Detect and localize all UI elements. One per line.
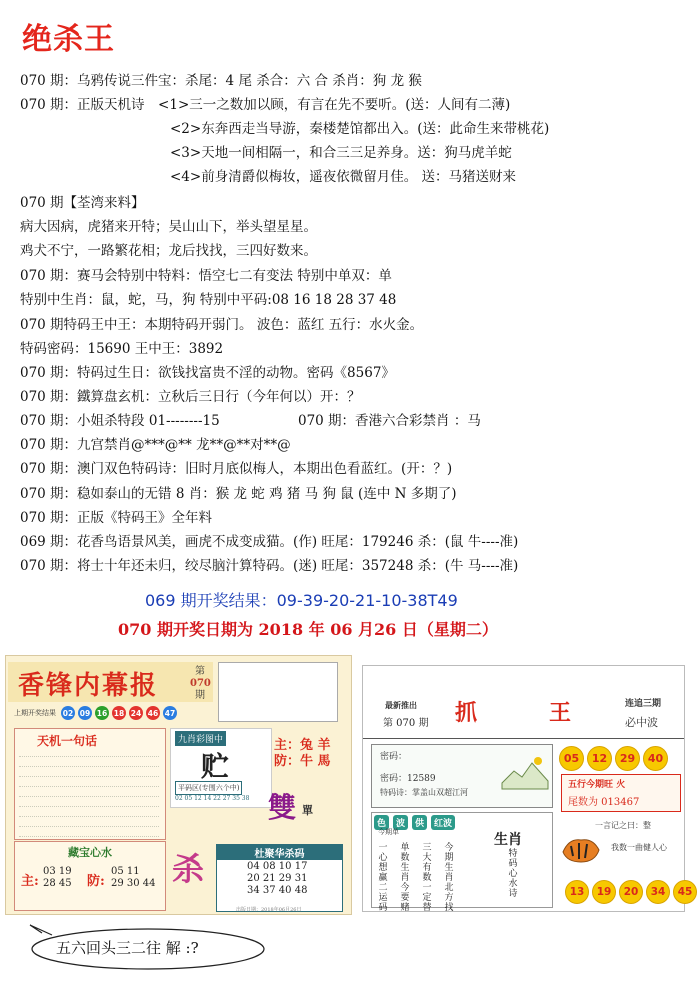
guard-numbers: [111, 866, 156, 890]
zhua-char: 抓: [455, 700, 478, 726]
wuxing-box: [561, 774, 681, 812]
right-poster: [362, 665, 693, 913]
top-ball: 29: [615, 746, 640, 771]
guard-numbers-row: 29 30 44: [111, 878, 156, 889]
line-1: 070 期：乌鸦传说三件宝：杀尾：4 尾 杀合：六 合 杀肖：狗 龙 猴: [20, 73, 422, 89]
bottom-ball: 20: [619, 880, 643, 904]
guard-line: 防：牛 馬: [274, 754, 331, 769]
page-title: 绝杀王: [22, 22, 115, 57]
zone-numbers: 02 05 12 14 22 27 35 38: [175, 795, 250, 802]
line-5: <4>前身清爵似梅妆，遥夜依微留月佳。 送：马猪送财来: [170, 169, 517, 185]
line-9: 070 期：赛马会特别中特料：悟空七二有变法 特别中单双：单: [20, 268, 392, 284]
result-ball: 24: [129, 706, 143, 720]
mi-label: 密码：: [380, 752, 408, 762]
result-ball: 46: [146, 706, 160, 720]
line-12: 特码密码：15690 王中王：3892: [20, 341, 224, 357]
line-21: 069 期：花香鸟语景风美，画虎不成变成猫。(作) 旺尾：179246 杀：(鼠 牛----准): [20, 534, 519, 550]
wang-char: 王: [549, 700, 572, 726]
main-numbers-row: 03 19: [43, 866, 72, 877]
result-ball: 18: [112, 706, 126, 720]
tail-label: 尾数为 013467: [568, 797, 640, 808]
poem-panel: [371, 812, 553, 913]
zodiac-panel: [170, 728, 272, 808]
line-7: 病大因病，虎猪来开特；吴山山下，举头望星星。: [20, 219, 317, 235]
draw-result: 069 期开奖结果：09-39-20-21-10-38T49: [145, 591, 458, 610]
tianji-title: 天机一句话: [37, 734, 98, 748]
line-2: 070 期：正版天机诗 <1>三一之数加以顾，有言在先不要听。(送：人间有二薄): [20, 97, 511, 113]
lian-label: 连追三期: [625, 699, 662, 709]
tiger-icon: [559, 832, 603, 868]
line-6: 070 期【荃湾来料】: [20, 195, 145, 211]
shengxiao-label: 生肖: [494, 832, 522, 848]
line-14: 070 期：鐵算盘玄机：立秋后三日行（今年何以）开：？: [20, 389, 361, 405]
du-kill-row: 34 37 40 48: [247, 885, 308, 896]
top-ball: 40: [643, 746, 668, 771]
color-tag: 红波: [431, 815, 455, 830]
wuxing-label: 五行今期旺 火: [568, 780, 626, 790]
result-ball: 02: [61, 706, 75, 720]
top-ball: 05: [559, 746, 584, 771]
right-period: 第 070 期: [383, 718, 429, 729]
color-tag: 色: [374, 815, 389, 830]
du-kill-row: 20 21 29 31: [247, 873, 308, 884]
top-ball: 12: [587, 746, 612, 771]
left-poster-footer: 出版日期：2018年06月26日: [236, 907, 302, 913]
left-poster-period: [190, 666, 210, 702]
top-balls: [559, 746, 668, 771]
guard-numbers-row: 05 11: [111, 866, 140, 877]
line-16: 070 期：香港六合彩禁肖 ：马: [298, 413, 481, 429]
color-tag: 波: [393, 815, 408, 830]
last-result-label: 上期开奖结果: [14, 709, 56, 717]
speech-bubble: [28, 925, 268, 971]
left-poster: [5, 655, 352, 915]
bottom-ball: 45: [673, 880, 697, 904]
main-line: 主：兔 羊: [274, 738, 331, 753]
du-kill-row: 04 08 10 17: [247, 861, 308, 872]
result-ball: 47: [163, 706, 177, 720]
right-poster-header: [363, 666, 684, 739]
mi-code: 密码：12589: [380, 774, 436, 784]
poem-col: 今期生肖北方找: [444, 843, 454, 913]
poem-col: 单数生肖今要赌: [400, 843, 410, 913]
jinzhi-label: 今期单: [378, 828, 399, 836]
left-poster-title: 香锋内幕报: [18, 671, 159, 701]
line-20: 070 期：正版《特码王》全年料: [20, 510, 213, 526]
shuang-char: 雙: [268, 791, 297, 824]
main-numbers-row: 28 45: [43, 878, 72, 889]
zone-label: 平码区(专围六个中): [175, 781, 242, 795]
line-8: 鸡犬不宁，一路繁花相；龙后找找，三四好数来。: [20, 243, 317, 259]
bottom-ball: 19: [592, 880, 616, 904]
zodiac-char: 贮: [201, 750, 230, 783]
blank-panel: [218, 662, 338, 722]
draw-date: 070 期开奖日期为 2018 年 06 月26 日（星期二）: [118, 620, 498, 639]
poem-col: 一心想赢二运码: [378, 843, 388, 913]
left-poster-header: [8, 662, 213, 702]
line-17: 070 期：九宫禁肖@***@** 龙**@**对**@: [20, 437, 291, 453]
line-11: 070 期特码王中王：本期特码开弱门。 波色：蓝红 五行：水火金。: [20, 317, 424, 333]
line-19: 070 期：稳如泰山的无错 8 肖：猴 龙 蛇 鸡 猪 马 狗 鼠 (连中 N 多期了): [20, 486, 457, 502]
color-tag: 供: [412, 815, 427, 830]
sha-char: 杀: [172, 850, 205, 888]
saying-line: 一言记之曰：整: [595, 821, 651, 830]
bz-label: 必中波: [625, 716, 658, 729]
tianji-rows: [19, 749, 159, 849]
period-prefix: 第: [195, 666, 205, 677]
main-label: 主:: [21, 874, 39, 889]
line-13: 070 期：特码过生日：欲钱找富贵不淫的动物。密码《8567》: [20, 365, 395, 381]
code-panel: [371, 744, 553, 808]
line-22: 070 期：将士十年还未归，绞尽脑汁算特码。(迷) 旺尾：357248 杀：(牛 马----准): [20, 558, 519, 574]
line-18: 070 期：澳门双色特码诗：旧时月底似梅人，本期出色看蓝红。(开：？): [20, 461, 453, 477]
saying-line-2: 我数一曲健人心: [611, 843, 667, 852]
new-label: 最新推出: [385, 700, 417, 710]
period-number: 070: [190, 678, 211, 689]
line-3: <2>东奔西走当导游，秦楼楚馆都出入。(送：此命生来带桃花): [170, 121, 550, 137]
last-result-balls: [14, 706, 177, 720]
dan-char: 單: [302, 804, 313, 817]
line-4: <3>天地一间相隔一，和合三三足养身。送：狗马虎羊蛇: [170, 145, 512, 161]
guard-label: 防:: [87, 874, 105, 889]
line-10: 特别中生肖：鼠，蛇，马，狗 特别中平码:08 16 18 28 37 48: [20, 292, 397, 308]
du-kill-numbers: [247, 861, 307, 897]
bottom-ball: 13: [565, 880, 589, 904]
saying-panel: [559, 816, 679, 876]
bottom-balls: [565, 880, 697, 904]
du-kill-title: 杜聚华杀码: [217, 845, 342, 860]
bottom-ball: 34: [646, 880, 670, 904]
period-suffix: 期: [195, 690, 205, 701]
result-ball: 16: [95, 706, 109, 720]
landscape-icon: [502, 753, 548, 789]
poem-col: 三大有数一定替: [422, 843, 432, 913]
tianji-box: [14, 728, 166, 840]
treasure-title: 藏宝心水: [68, 846, 112, 859]
line-15: 070 期：小姐杀特段 01--------15: [20, 413, 220, 429]
zodiac-title: 九肖彩图中: [175, 731, 226, 746]
main-numbers: [43, 866, 72, 890]
tema-xinshui: 特码心水诗: [508, 849, 518, 899]
main-guard-block: [274, 738, 331, 770]
treasure-box: [14, 841, 166, 911]
poem-columns: [378, 843, 454, 913]
tema-poem: 特码诗：掌盖山双超江河: [380, 788, 468, 797]
result-ball: 09: [78, 706, 92, 720]
du-kill-box: [216, 844, 343, 912]
bubble-text: 五六回头三二往 解 :?: [56, 939, 199, 957]
